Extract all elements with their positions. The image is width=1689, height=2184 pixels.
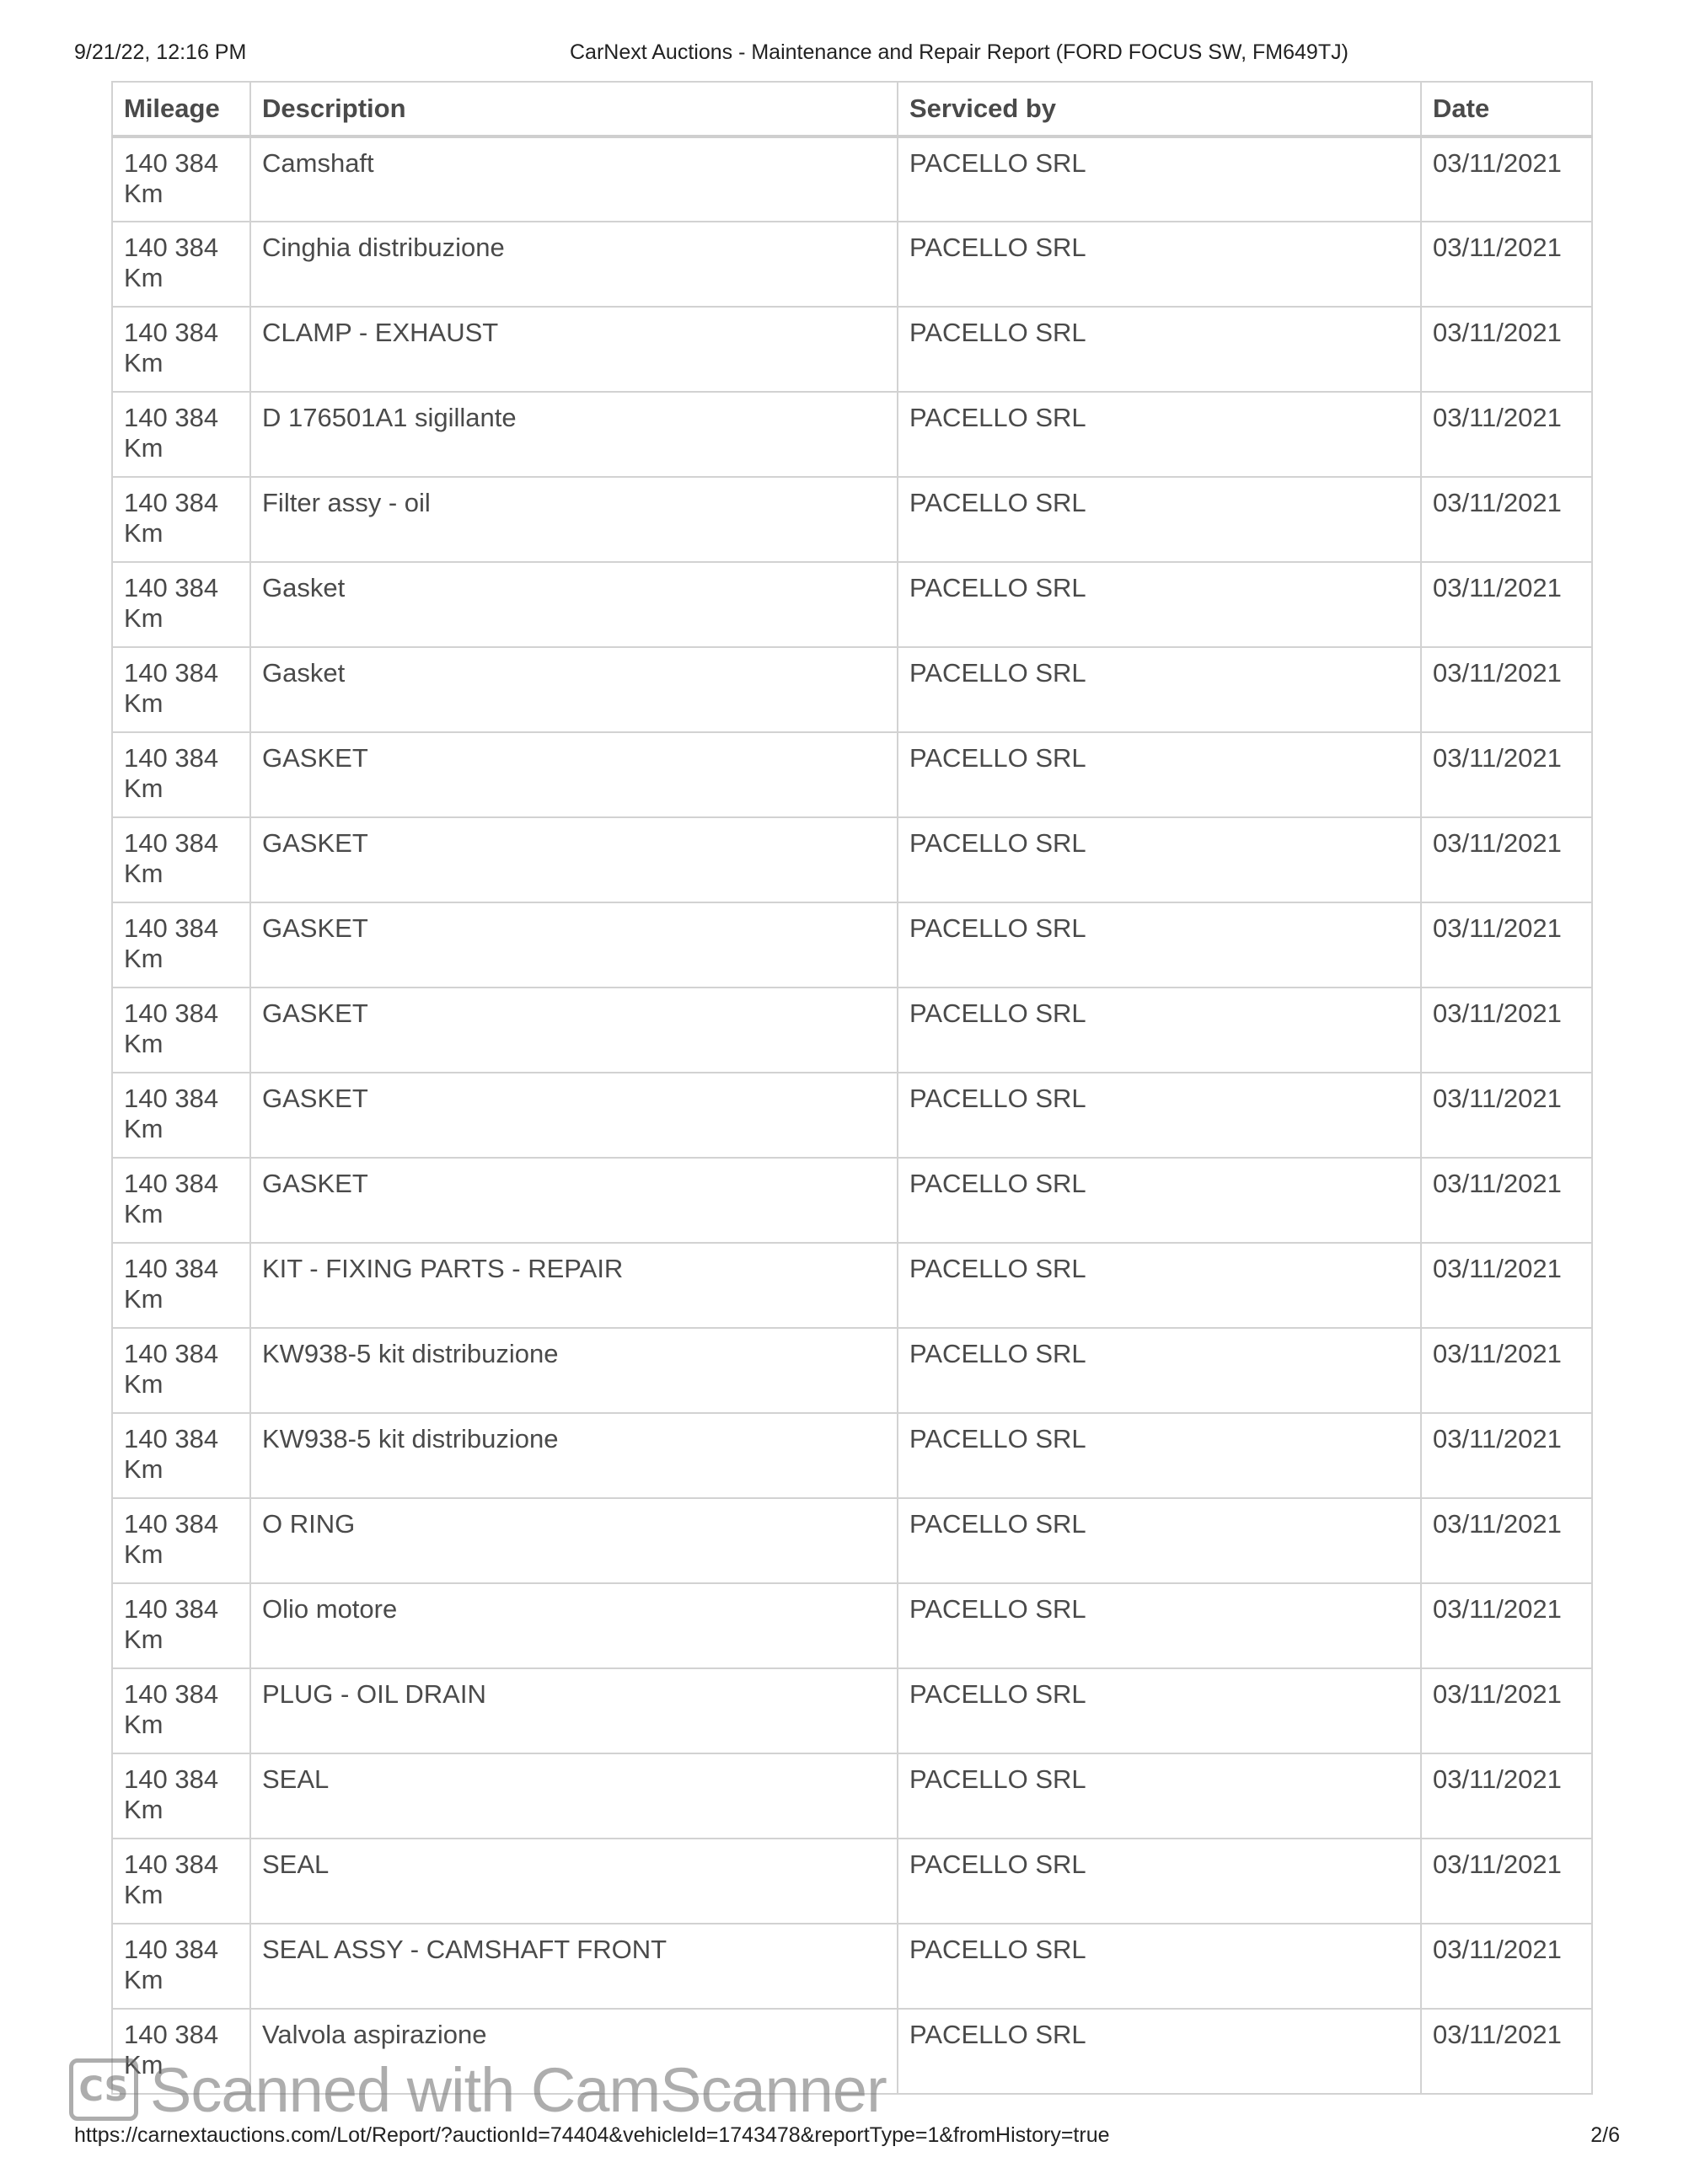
cell-mileage: 140 384 Km [112, 732, 250, 817]
cell-description: KIT - FIXING PARTS - REPAIR [250, 1243, 898, 1328]
table-row [112, 1243, 1592, 1328]
table-row [112, 732, 1592, 817]
cell-mileage: 140 384 Km [112, 1839, 250, 1924]
cell-description: SEAL [250, 1753, 898, 1839]
table-row [112, 392, 1592, 477]
table-row [112, 136, 1592, 222]
cell-serviced-by: PACELLO SRL [898, 136, 1421, 222]
table-body [112, 136, 1592, 2094]
cell-description: D 176501A1 sigillante [250, 392, 898, 477]
cell-description: KW938-5 kit distribuzione [250, 1413, 898, 1498]
cell-date: 03/11/2021 [1421, 222, 1592, 307]
table-row [112, 1328, 1592, 1413]
cell-date: 03/11/2021 [1421, 1158, 1592, 1243]
cell-date: 03/11/2021 [1421, 1243, 1592, 1328]
table-row [112, 562, 1592, 647]
cell-date: 03/11/2021 [1421, 477, 1592, 562]
cell-description: Filter assy - oil [250, 477, 898, 562]
print-date: 9/21/22, 12:16 PM [74, 40, 247, 64]
table-row [112, 1583, 1592, 1668]
cell-mileage: 140 384 Km [112, 902, 250, 988]
table-row [112, 817, 1592, 902]
cell-mileage: 140 384 Km [112, 1243, 250, 1328]
cell-date: 03/11/2021 [1421, 1924, 1592, 2009]
table-row [112, 647, 1592, 732]
cell-mileage: 140 384 Km [112, 222, 250, 307]
cell-mileage: 140 384 Km [112, 1073, 250, 1158]
cell-serviced-by: PACELLO SRL [898, 1413, 1421, 1498]
cell-date: 03/11/2021 [1421, 1413, 1592, 1498]
cell-serviced-by: PACELLO SRL [898, 562, 1421, 647]
cell-description: O RING [250, 1498, 898, 1583]
table-row [112, 1753, 1592, 1839]
cell-date: 03/11/2021 [1421, 902, 1592, 988]
table-row [112, 1158, 1592, 1243]
table-row [112, 307, 1592, 392]
cell-serviced-by: PACELLO SRL [898, 732, 1421, 817]
cell-description: SEAL [250, 1839, 898, 1924]
watermark-text: Scanned with CamScanner [150, 2054, 887, 2125]
table-row [112, 222, 1592, 307]
cell-description: CLAMP - EXHAUST [250, 307, 898, 392]
cell-date: 03/11/2021 [1421, 136, 1592, 222]
column-header-serviced-by: Serviced by [898, 82, 1421, 136]
cell-serviced-by: PACELLO SRL [898, 647, 1421, 732]
cell-date: 03/11/2021 [1421, 817, 1592, 902]
table-row [112, 1668, 1592, 1753]
page-title: CarNext Auctions - Maintenance and Repair Report (FORD FOCUS SW, FM649TJ) [570, 40, 1349, 64]
table-row [112, 902, 1592, 988]
page-number: 2/6 [1590, 2123, 1620, 2147]
cell-serviced-by: PACELLO SRL [898, 2009, 1421, 2094]
camscanner-logo: CS [69, 2058, 138, 2121]
cell-mileage: 140 384 Km [112, 477, 250, 562]
cell-description: Gasket [250, 562, 898, 647]
cell-description: Cinghia distribuzione [250, 222, 898, 307]
cell-serviced-by: PACELLO SRL [898, 1668, 1421, 1753]
cell-description: SEAL ASSY - CAMSHAFT FRONT [250, 1924, 898, 2009]
cell-description: Camshaft [250, 136, 898, 222]
cell-serviced-by: PACELLO SRL [898, 1839, 1421, 1924]
table-row [112, 988, 1592, 1073]
cell-serviced-by: PACELLO SRL [898, 222, 1421, 307]
footer-url: https://carnextauctions.com/Lot/Report/?auctionId=74404&vehicleId=1743478&reportType=1&fromHistory=true [74, 2123, 1110, 2147]
cell-mileage: 140 384 Km [112, 136, 250, 222]
cell-serviced-by: PACELLO SRL [898, 1498, 1421, 1583]
table-row [112, 1073, 1592, 1158]
column-header-mileage: Mileage [112, 82, 250, 136]
cell-description: GASKET [250, 817, 898, 902]
cell-date: 03/11/2021 [1421, 307, 1592, 392]
table-header [112, 82, 1592, 136]
column-header-description: Description [250, 82, 898, 136]
table-header-row [112, 82, 1592, 136]
table-row [112, 1839, 1592, 1924]
cell-mileage: 140 384 Km [112, 817, 250, 902]
cell-date: 03/11/2021 [1421, 1073, 1592, 1158]
cell-mileage: 140 384 Km [112, 988, 250, 1073]
cell-description: GASKET [250, 1158, 898, 1243]
cell-date: 03/11/2021 [1421, 732, 1592, 817]
cell-mileage: 140 384 Km [112, 562, 250, 647]
cell-mileage: 140 384 Km [112, 307, 250, 392]
cell-serviced-by: PACELLO SRL [898, 902, 1421, 988]
cell-mileage: 140 384 Km [112, 392, 250, 477]
cell-date: 03/11/2021 [1421, 1668, 1592, 1753]
camscanner-watermark [69, 2056, 887, 2123]
cell-mileage: 140 384 Km [112, 1668, 250, 1753]
cell-mileage: 140 384 Km [112, 1924, 250, 2009]
cell-mileage: 140 384 Km [112, 1328, 250, 1413]
cell-mileage: 140 384 Km [112, 1753, 250, 1839]
cell-serviced-by: PACELLO SRL [898, 1158, 1421, 1243]
cell-description: Gasket [250, 647, 898, 732]
table-row [112, 1413, 1592, 1498]
cell-date: 03/11/2021 [1421, 988, 1592, 1073]
cell-serviced-by: PACELLO SRL [898, 1243, 1421, 1328]
cell-serviced-by: PACELLO SRL [898, 988, 1421, 1073]
print-header [74, 40, 1615, 69]
cell-mileage: 140 384 Km [112, 2009, 250, 2094]
cell-date: 03/11/2021 [1421, 1498, 1592, 1583]
cell-serviced-by: PACELLO SRL [898, 307, 1421, 392]
column-header-date: Date [1421, 82, 1592, 136]
cell-description: GASKET [250, 732, 898, 817]
cell-date: 03/11/2021 [1421, 2009, 1592, 2094]
table-row [112, 1498, 1592, 1583]
cell-description: GASKET [250, 988, 898, 1073]
cell-date: 03/11/2021 [1421, 1839, 1592, 1924]
cell-date: 03/11/2021 [1421, 392, 1592, 477]
cell-date: 03/11/2021 [1421, 562, 1592, 647]
cell-mileage: 140 384 Km [112, 1498, 250, 1583]
cell-serviced-by: PACELLO SRL [898, 1328, 1421, 1413]
cell-serviced-by: PACELLO SRL [898, 817, 1421, 902]
cell-serviced-by: PACELLO SRL [898, 1753, 1421, 1839]
cell-mileage: 140 384 Km [112, 1158, 250, 1243]
cell-description: GASKET [250, 1073, 898, 1158]
cell-date: 03/11/2021 [1421, 1328, 1592, 1413]
cell-description: PLUG - OIL DRAIN [250, 1668, 898, 1753]
cell-serviced-by: PACELLO SRL [898, 477, 1421, 562]
cell-serviced-by: PACELLO SRL [898, 1924, 1421, 2009]
cell-serviced-by: PACELLO SRL [898, 1583, 1421, 1668]
cell-date: 03/11/2021 [1421, 647, 1592, 732]
cell-serviced-by: PACELLO SRL [898, 392, 1421, 477]
table-row [112, 477, 1592, 562]
cell-date: 03/11/2021 [1421, 1583, 1592, 1668]
cell-serviced-by: PACELLO SRL [898, 1073, 1421, 1158]
table-row [112, 1924, 1592, 2009]
cell-mileage: 140 384 Km [112, 1413, 250, 1498]
maintenance-table [111, 81, 1593, 2095]
cell-description: Olio motore [250, 1583, 898, 1668]
cell-mileage: 140 384 Km [112, 647, 250, 732]
cell-description: KW938-5 kit distribuzione [250, 1328, 898, 1413]
cell-description: Valvola aspirazione [250, 2009, 898, 2094]
cell-date: 03/11/2021 [1421, 1753, 1592, 1839]
cell-mileage: 140 384 Km [112, 1583, 250, 1668]
cell-description: GASKET [250, 902, 898, 988]
